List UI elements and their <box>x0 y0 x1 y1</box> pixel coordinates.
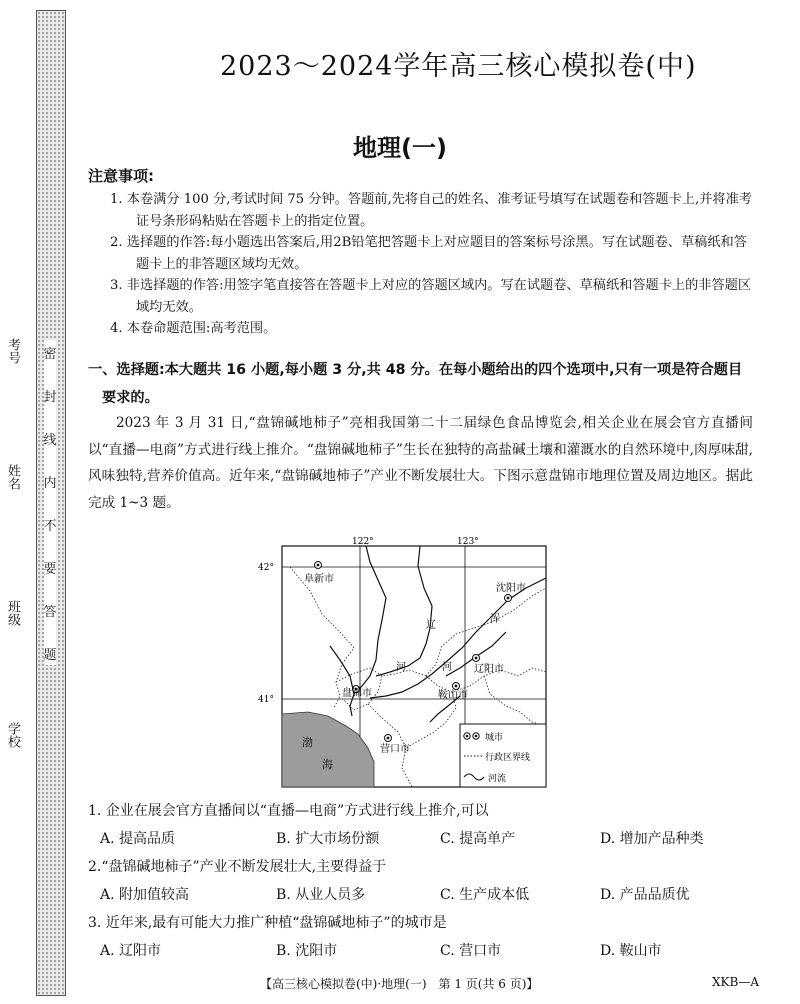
exam-number-label: 考号 <box>5 338 20 364</box>
option-d: D. 增加产品种类 <box>600 831 704 847</box>
map-legend <box>460 724 546 787</box>
seal-char: 题 <box>43 648 57 663</box>
lon-label-123: 123° <box>457 537 479 547</box>
notice-item: 2. 选择题的作答:每小题选出答案后,用2B铅笔把答题卡上对应题目的答案标号涂黑。写在试题卷、草稿纸和答题卡上的非答题区域均无效。 <box>110 235 747 272</box>
svg-text:沈阳市: 沈阳市 <box>496 583 526 594</box>
question-options <box>88 937 758 965</box>
footer-code: XKB—A <box>712 975 759 989</box>
seal-char: 不 <box>43 519 57 534</box>
exam-title: 2023～2024学年高三核心模拟卷(中) <box>220 51 697 82</box>
question-stem: 1. 企业在展会官方直播间以“直播—电商”方式进行线上推介,可以 <box>88 803 489 819</box>
river-char: 浑 <box>490 614 500 625</box>
location-map <box>258 536 553 791</box>
option-d: D. 产品品质优 <box>600 887 690 903</box>
notice-item: 3. 非选择题的作答:用签字笔直接答在答题卡上对应的答题区域内。写在试题卷、草稿纸和答题卡上的非答题区域均无效。 <box>110 278 752 315</box>
sea-char: 渤 <box>302 736 313 749</box>
footer-page-info: 【高三核心模拟卷(中)·地理(一) 第 1 页(共 6 页)】 <box>260 977 539 991</box>
option-c: C. 营口市 <box>440 943 502 959</box>
svg-text:阜新市: 阜新市 <box>304 574 334 585</box>
option-c: C. 提高单产 <box>440 831 516 847</box>
seal-char: 内 <box>43 476 57 491</box>
option-a: A. 附加值较高 <box>100 887 190 903</box>
svg-text:辽阳市: 辽阳市 <box>474 664 504 675</box>
svg-text:鞍山市: 鞍山市 <box>438 690 468 701</box>
question-stem: 3. 近年来,最有可能大力推广种植“盘锦碱地柿子”的城市是 <box>88 915 447 931</box>
river-char: 河 <box>442 662 452 673</box>
lat-label-41: 41° <box>258 695 274 705</box>
seal-char: 密 <box>43 347 57 362</box>
question-list <box>88 797 758 965</box>
option-d: D. 鞍山市 <box>600 943 662 959</box>
city-panjin <box>342 686 372 700</box>
question-options <box>88 881 758 909</box>
svg-text:盘锦市: 盘锦市 <box>342 688 372 699</box>
paper-subtitle: 地理(一) <box>353 134 447 162</box>
option-a: A. 提高品质 <box>100 831 176 847</box>
option-b: B. 沈阳市 <box>276 943 338 959</box>
option-b: B. 从业人员多 <box>276 887 366 903</box>
notice-heading: 注意事项: <box>88 167 154 185</box>
material-paragraph: 2023 年 3 月 31 日,“盘锦碱地柿子”亮相我国第二十二届绿色食品博览会,相关企业在展会官方直播间以“直播—电商”方式进行线上推介。“盘锦碱地柿子”生长在独特的高盐碱土壤和灌溉水的自然环境中,肉厚味甜,风味独特,营养价值高。近年来,“盘锦碱地柿子”产业不断发展壮大。下图示意盘锦市地理位置及周边地区。据此完成 1~3 题。 <box>88 415 753 511</box>
notice-item: 4. 本卷命题范围:高考范围。 <box>110 321 277 336</box>
legend-river: 河流 <box>488 774 507 784</box>
seal-line-text <box>44 343 56 663</box>
legend-boundary: 行政区界线 <box>485 753 531 763</box>
option-b: B. 扩大市场份额 <box>276 831 380 847</box>
seal-char: 要 <box>43 562 57 577</box>
svg-text:营口市: 营口市 <box>380 744 410 755</box>
sea-char: 海 <box>322 758 333 771</box>
name-label: 姓名 <box>5 464 20 490</box>
question-stem: 2.“盘锦碱地柿子”产业不断发展壮大,主要得益于 <box>88 859 387 875</box>
option-c: C. 生产成本低 <box>440 887 530 903</box>
notice-item: 1. 本卷满分 100 分,考试时间 75 分钟。答题前,先将自己的姓名、准考证号填写在试题卷和答题卡上,并将准考证号条形码粘贴在答题卡上的指定位置。 <box>110 192 752 229</box>
section-heading-line2: 要求的。 <box>102 390 159 406</box>
seal-char: 封 <box>43 390 57 405</box>
lat-label-42: 42° <box>258 563 274 573</box>
river-char: 辽 <box>426 620 436 631</box>
section-heading <box>88 356 753 412</box>
notice-list <box>110 189 755 340</box>
legend-city: 城市 <box>485 733 504 743</box>
lon-label-122: 122° <box>352 537 374 547</box>
seal-char: 线 <box>43 433 57 448</box>
seal-char: 答 <box>43 605 57 620</box>
question-options <box>88 825 758 853</box>
school-label: 学校 <box>5 722 20 748</box>
class-label: 班级 <box>5 600 20 626</box>
section-heading-line1: 一、选择题:本大题共 16 小题,每小题 3 分,共 48 分。在每小题给出的四个选项中,只有一项是符合题目 <box>88 362 743 378</box>
option-a: A. 辽阳市 <box>100 943 162 959</box>
river-char: 河 <box>396 662 406 673</box>
